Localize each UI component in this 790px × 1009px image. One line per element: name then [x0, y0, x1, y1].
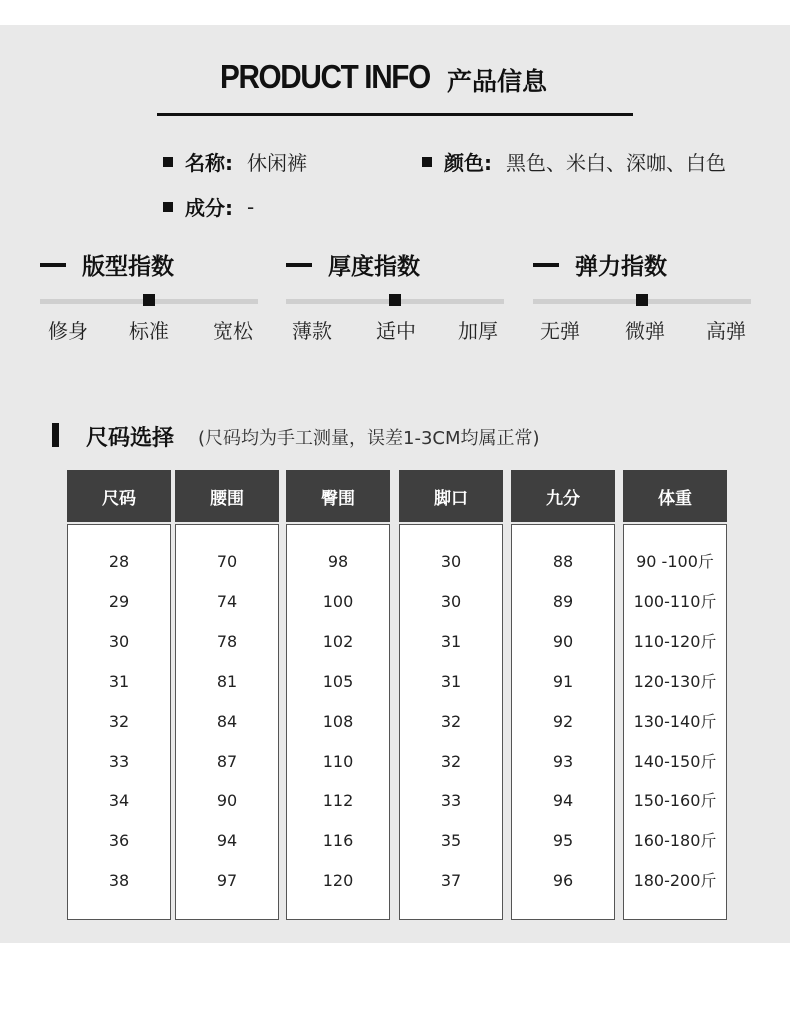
size-table-cell: 36 — [108, 831, 130, 851]
size-table-cell: 116 — [322, 831, 354, 851]
size-table-header: 臀围 — [286, 470, 390, 522]
size-table-cell: 110 — [322, 751, 354, 771]
size-table-body — [511, 524, 615, 920]
size-table-cell: 102 — [322, 631, 354, 651]
info-color-label: 颜色: — [444, 151, 492, 175]
info-material-label: 成分: — [185, 196, 233, 220]
size-table-header: 腰围 — [175, 470, 279, 522]
size-table-cell: 95 — [552, 831, 574, 851]
size-table-cell: 94 — [216, 831, 238, 851]
size-table-cell: 105 — [322, 671, 354, 691]
size-table-cell: 98 — [327, 552, 349, 571]
size-table-cell: 84 — [216, 711, 238, 731]
size-chart-title: 尺码选择 — [86, 426, 175, 451]
size-table-cell: 33 — [440, 791, 462, 811]
size-table-cell: 28 — [108, 552, 130, 571]
product-info-title: PRODUCT INFO — [220, 58, 430, 95]
info-name-label: 名称: — [185, 151, 233, 175]
size-table-cell: 89 — [552, 591, 574, 611]
size-table-body — [67, 524, 171, 920]
thickness-index-marker — [389, 294, 401, 306]
stretch-index-title: 弹力指数 — [575, 254, 667, 280]
thickness-index-label-mid: 适中 — [376, 319, 416, 343]
size-table-cell: 38 — [108, 871, 130, 891]
size-table-body — [623, 524, 727, 920]
info-material-value: - — [247, 194, 255, 219]
fit-index-title: 版型指数 — [82, 254, 174, 280]
info-name-value: 休闲裤 — [247, 151, 307, 175]
size-table-cell: 32 — [108, 711, 130, 731]
size-table-cell: 37 — [440, 871, 462, 891]
size-table-cell: 100-110斤 — [633, 591, 717, 611]
info-name — [163, 147, 307, 176]
size-table-cell: 130-140斤 — [633, 711, 717, 731]
thickness-index-title: 厚度指数 — [328, 254, 420, 280]
size-table-cell: 92 — [552, 711, 574, 731]
size-table-cell: 30 — [440, 591, 462, 611]
size-table-header: 九分 — [511, 470, 615, 522]
info-material — [163, 192, 254, 221]
size-table-cell: 30 — [108, 631, 130, 651]
size-table-cell: 97 — [216, 871, 238, 891]
fit-index-label-high: 宽松 — [213, 319, 253, 343]
size-table-cell: 100 — [322, 591, 354, 611]
size-table-cell: 180-200斤 — [633, 871, 717, 891]
size-table-cell: 94 — [552, 791, 574, 811]
dash-icon — [40, 263, 66, 267]
thickness-index-label-high: 加厚 — [458, 319, 498, 343]
size-table-header: 体重 — [623, 470, 727, 522]
size-table-cell: 32 — [440, 711, 462, 731]
size-table-header: 尺码 — [67, 470, 171, 522]
size-table-cell: 91 — [552, 671, 574, 691]
dash-icon — [286, 263, 312, 267]
size-table-cell: 35 — [440, 831, 462, 851]
size-table-cell: 31 — [440, 671, 462, 691]
size-table-cell: 93 — [552, 751, 574, 771]
title-underline — [157, 113, 633, 116]
size-table-cell: 31 — [440, 631, 462, 651]
size-table-cell: 108 — [322, 711, 354, 731]
thickness-index-label-low: 薄款 — [292, 319, 332, 343]
stretch-index-label-high: 高弹 — [706, 319, 746, 343]
info-color-value: 黑色、米白、深咖、白色 — [506, 151, 726, 175]
size-table-cell: 120-130斤 — [633, 671, 717, 691]
size-table-cell: 34 — [108, 791, 130, 811]
stretch-index-marker — [636, 294, 648, 306]
fit-index-label-mid: 标准 — [129, 319, 169, 343]
size-table-cell: 110-120斤 — [633, 631, 717, 651]
size-table-cell: 160-180斤 — [633, 831, 717, 851]
size-table-cell: 140-150斤 — [633, 751, 717, 771]
size-table-cell: 90 — [552, 631, 574, 651]
size-table-body — [175, 524, 279, 920]
size-table-cell: 31 — [108, 671, 130, 691]
fit-index-marker — [143, 294, 155, 306]
stretch-index-label-mid: 微弹 — [625, 319, 665, 343]
size-table-body — [399, 524, 503, 920]
square-bullet-icon — [163, 202, 173, 212]
size-table-cell: 30 — [440, 552, 462, 571]
size-table-cell: 74 — [216, 591, 238, 611]
product-info-title-cn: 产品信息 — [447, 67, 548, 96]
size-table-cell: 88 — [552, 552, 574, 571]
size-table-cell: 112 — [322, 791, 354, 811]
dash-icon — [533, 263, 559, 267]
size-table-cell: 90 — [216, 791, 238, 811]
size-table-cell: 90 -100斤 — [636, 552, 714, 571]
stretch-index-label-low: 无弹 — [540, 319, 580, 343]
size-table-cell: 32 — [440, 751, 462, 771]
size-table-body — [286, 524, 390, 920]
size-table-cell: 120 — [322, 871, 354, 891]
size-table-cell: 33 — [108, 751, 130, 771]
size-table-header: 脚口 — [399, 470, 503, 522]
size-table-cell: 81 — [216, 671, 238, 691]
size-table-cell: 87 — [216, 751, 238, 771]
square-bullet-icon — [422, 157, 432, 167]
size-table-cell: 29 — [108, 591, 130, 611]
square-bullet-icon — [163, 157, 173, 167]
size-table-cell: 78 — [216, 631, 238, 651]
fit-index-label-low: 修身 — [48, 319, 88, 343]
size-table-cell: 70 — [216, 552, 238, 571]
size-chart-note: (尺码均为手工测量，误差1-3CM均属正常) — [198, 428, 540, 449]
size-table-cell: 150-160斤 — [633, 791, 717, 811]
info-color — [422, 147, 726, 176]
size-section-bar — [52, 423, 59, 447]
size-table-cell: 96 — [552, 871, 574, 891]
